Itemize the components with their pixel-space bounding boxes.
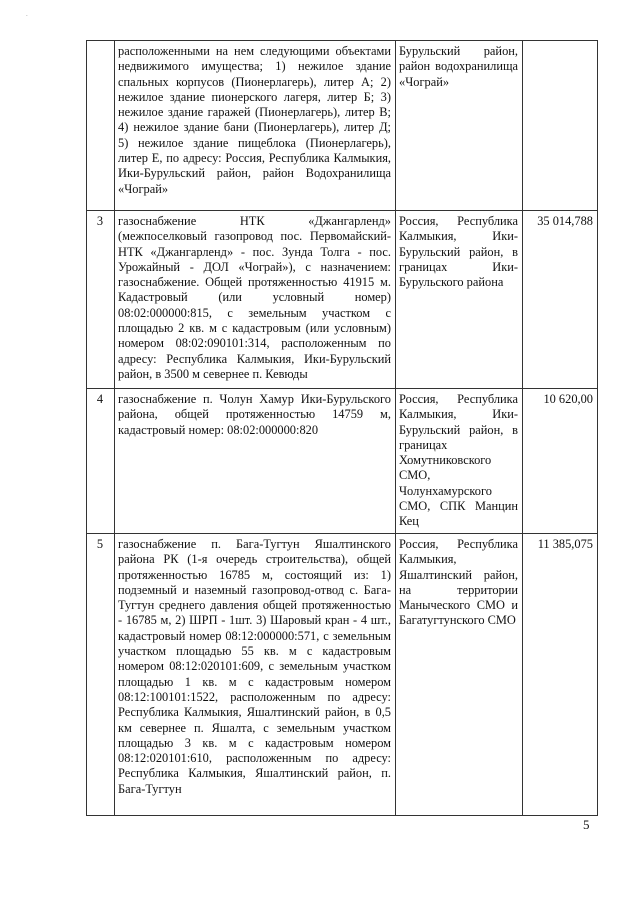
property-table [86, 40, 598, 816]
object-description: газоснабжение НТК «Джангарленд» (межпоселковый газопровод пос. Первомайский-НТК «Джангарленд» - пос. Зунда Толга - пос. Урожайный - ДОЛ «Чограй»), с назначением: газоснабжение. Общей протяженностью 41915 м. Кадастровый (или условный номер) 08:02:000000:815, с земельным участком с площадью 2 кв. м с кадастровым (или условным) номером 08:02:090101:314, расположенным по адресу: Республика Калмыкия, Ики-Бурульский район, в 3500 м севернее п. Кевюды [115, 211, 396, 389]
page-number: 5 [583, 817, 590, 832]
row-number: 5 [87, 534, 115, 816]
table-row [87, 211, 598, 389]
object-location: Россия, Республика Калмыкия, Ики-Бурульский район, в границах Ики-Бурульского района [396, 211, 523, 389]
table-row [87, 389, 598, 534]
object-location: Бурульский район, район водохранилища «Чограй» [396, 41, 523, 211]
row-number: 4 [87, 389, 115, 534]
object-description: расположенными на нем следующими объектами недвижимого имущества; 1) нежилое здание спальных корпусов (Пионерлагерь), литер А; 2) нежилое здание пионерского лагеря, литер Б; 3) нежилое здание гаражей (Пионерлагерь), литер В; 4) нежилое здание бани (Пионерлагерь), литер Д; 5) нежилое здание пищеблока (Пионерлагерь), литер Е, по адресу: Россия, Республика Калмыкия, Ики-Бурульский район, район Водохранилища «Чограй» [115, 41, 396, 211]
row-number: 3 [87, 211, 115, 389]
table-row [87, 41, 598, 211]
object-location: Россия, Республика Калмыкия, Яшалтинский район, на территории Манычеcкого СМО и Багатугтунского СМО [396, 534, 523, 816]
object-location: Россия, Республика Калмыкия, Ики-Бурульский район, в границах Хомутниковского СМО, Чолунхамурского СМО, СПК Манцин Кец [396, 389, 523, 534]
object-value: 10 620,00 [523, 389, 598, 534]
object-value: 11 385,075 [523, 534, 598, 816]
object-description: газоснабжение п. Бага-Тугтун Яшалтинского района РК (1-я очередь строительства), общей протяженностью 16785 м, состоящий из: 1) подземный и наземный газопровод-отвод с. Бага-Тугтун среднего давления общей протяженностью - 16785 м, 2) ШРП - 1шт. 3) Шаровый кран - 4 шт., кадастровый номер 08:12:000000:571, с земельным участком площадью 55 кв. м с кадастровым номером 08:12:020101:609, с земельным участком площадью 1 кв. м с кадастровым номером 08:12:100101:1522, расположенным по адресу: Республика Калмыкия, Яшалтинский район, в 0,5 км севернее п. Яшалта, с земельным участком площадью 3 кв. м с кадастровым номером 08:12:020101:610, расположенным по адресу: Республика Калмыкия, Яшалтинский район, п. Бага-Тугтун [115, 534, 396, 816]
object-description: газоснабжение п. Чолун Хамур Ики-Бурульского района, общей протяженностью 14759 м, кадастровый номер: 08:02:000000:820 [115, 389, 396, 534]
row-number [87, 41, 115, 211]
table-row [87, 534, 598, 816]
scan-mark: . [26, 10, 28, 18]
object-value [523, 41, 598, 211]
object-value: 35 014,788 [523, 211, 598, 389]
